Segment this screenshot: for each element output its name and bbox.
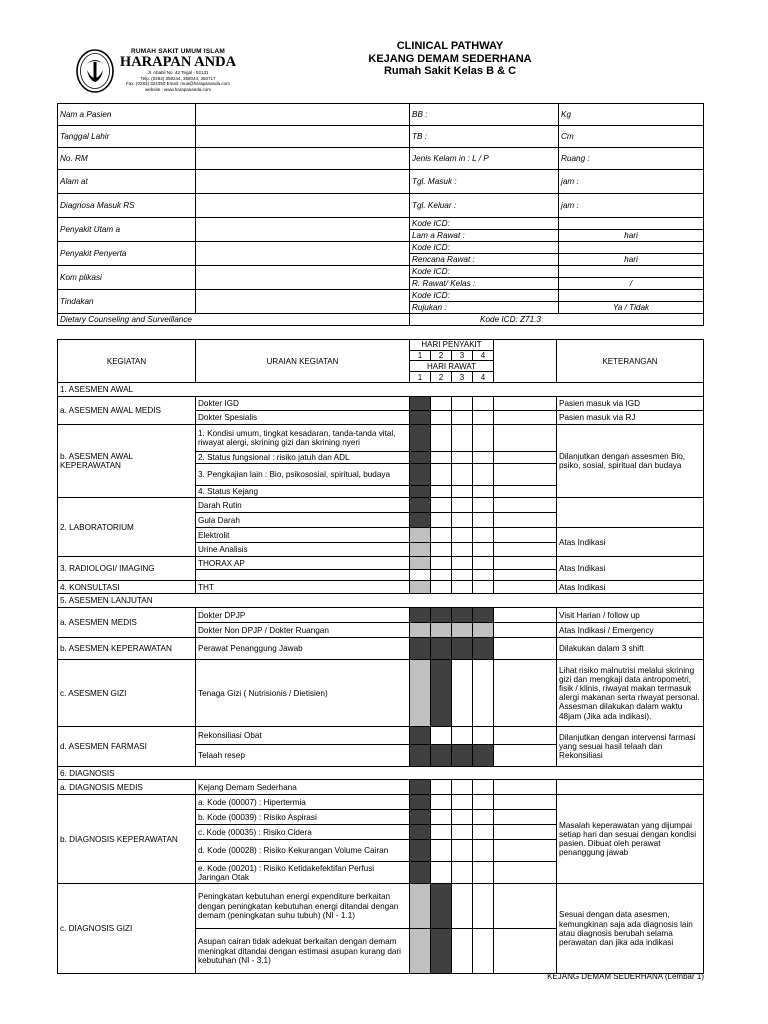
schedule-cell-empty[interactable] bbox=[473, 425, 494, 452]
document-title bbox=[300, 40, 600, 78]
clinical-pathway-table bbox=[57, 339, 704, 974]
kep-item: 3. Pengkajian lain : Bio, psikososial, spiritual, budaya bbox=[196, 464, 410, 486]
hari-unit: hari bbox=[559, 254, 704, 266]
tht: THT bbox=[196, 581, 410, 594]
schedule-cell-light bbox=[410, 929, 431, 974]
schedule-cell-dark bbox=[410, 825, 431, 840]
schedule-cell-empty[interactable] bbox=[452, 581, 473, 594]
komplikasi-label: Kom plikasi bbox=[58, 266, 196, 290]
schedule-cell-empty[interactable] bbox=[473, 464, 494, 486]
schedule-cell-empty[interactable] bbox=[452, 862, 473, 884]
title-line1: CLINICAL PATHWAY bbox=[396, 40, 504, 52]
schedule-cell-empty[interactable] bbox=[452, 660, 473, 727]
diagnosa-label: Diagnosa Masuk RS bbox=[58, 194, 196, 218]
schedule-cell-empty[interactable] bbox=[431, 727, 452, 745]
schedule-cell-dark bbox=[473, 608, 494, 623]
empty-cell[interactable] bbox=[494, 810, 557, 825]
schedule-cell-empty[interactable] bbox=[431, 486, 452, 498]
konsultasi-label: 4. KONSULTASI bbox=[58, 581, 196, 594]
ket-igd: Pasien masuk via IGD bbox=[557, 397, 704, 411]
lab-item: Darah Rutin bbox=[196, 498, 410, 513]
penyakit-penyerta-label: Penyakit Penyerta bbox=[58, 242, 196, 266]
jenis-kelamin-label: Jenis Kelam in : L / P bbox=[410, 148, 559, 170]
hari-penyakit-header: HARI PENYAKIT bbox=[410, 340, 494, 351]
hospital-info bbox=[118, 48, 238, 92]
ket-dpjp: Visit Harian / follow up bbox=[557, 608, 704, 623]
ket-diagnosis-keperawatan: Masalah keperawatan yang dijumpai setiap hari dan sesuai dengan kondisi pasien. Dibuat oleh perawat penanggung jawab bbox=[557, 795, 704, 884]
day-number: 4 bbox=[473, 372, 494, 383]
radiologi-label: 3. RADIOLOGI/ IMAGING bbox=[58, 557, 196, 581]
schedule-cell-empty[interactable] bbox=[431, 840, 452, 862]
empty-cell[interactable] bbox=[494, 498, 557, 513]
kep-item: 4. Status Kejang bbox=[196, 486, 410, 498]
dg-item: Peningkatan kebutuhan energi expenditure berkaitan dengan peningkatan kebutuhan energi ditandai dengan demam (peningkatan suhu tubuh) (NI - 1.1) bbox=[196, 884, 410, 929]
schedule-cell-dark bbox=[410, 513, 431, 528]
icd-field[interactable] bbox=[559, 290, 704, 302]
schedule-cell-dark bbox=[410, 795, 431, 810]
jam-masuk-label: jam : bbox=[559, 170, 704, 194]
ket-lab: Atas Indikasi bbox=[557, 528, 704, 557]
schedule-cell-empty[interactable] bbox=[452, 528, 473, 543]
dokter-igd: Dokter IGD bbox=[196, 397, 410, 411]
schedule-cell-empty[interactable] bbox=[431, 810, 452, 825]
dk-item: d. Kode (00028) : Risiko Kekurangan Volume Cairan bbox=[196, 840, 410, 862]
schedule-cell-empty[interactable] bbox=[473, 513, 494, 528]
asesmen-awal-keperawatan-label: b. ASESMEN AWAL KEPERAWATAN bbox=[58, 425, 196, 498]
empty-cell[interactable] bbox=[557, 780, 704, 795]
diagnosa-field[interactable] bbox=[196, 194, 410, 218]
schedule-cell-dark bbox=[410, 780, 431, 795]
empty-cell[interactable] bbox=[494, 929, 557, 974]
tgl-masuk-label: Tgl. Masuk : bbox=[410, 170, 559, 194]
icd-label: Kode ICD: bbox=[410, 266, 559, 278]
ket-rj: Pasien masuk via RJ bbox=[557, 411, 704, 425]
day-number: 1 bbox=[410, 351, 431, 361]
schedule-cell-dark bbox=[473, 638, 494, 660]
kep-item: 2. Status fungsional : risiko jatuh dan ADL bbox=[196, 452, 410, 464]
ket-radiologi: Atas Indikasi bbox=[557, 557, 704, 581]
ket-perawat: Dilakukan dalam 3 shift bbox=[557, 638, 704, 660]
schedule-cell-light bbox=[410, 528, 431, 543]
komplikasi-field[interactable] bbox=[196, 266, 410, 290]
ket-konsultasi: Atas Indikasi bbox=[557, 581, 704, 594]
nama-label: Nam a Pasien bbox=[58, 104, 196, 126]
dk-item: b. Kode (00039) : Risiko Aspirasi bbox=[196, 810, 410, 825]
icd-field[interactable] bbox=[559, 266, 704, 278]
bb-label: BB : bbox=[410, 104, 559, 126]
schedule-cell-empty[interactable] bbox=[494, 340, 557, 383]
schedule-cell-dark bbox=[410, 411, 431, 425]
empty-cell[interactable] bbox=[494, 543, 557, 557]
ket-diagnosis-gizi: Sesuai dengan data asesmen, kemungkinan saja ada diagnosis lain atau diagnosis berubah selama perawatan dan jika ada indikasi bbox=[557, 884, 704, 974]
cm-unit: Cm bbox=[559, 126, 704, 148]
schedule-cell-empty[interactable] bbox=[452, 825, 473, 840]
asesmen-keperawatan-label: b. ASESMEN KEPERAWATAN bbox=[58, 638, 196, 660]
schedule-cell-empty[interactable] bbox=[452, 464, 473, 486]
ket-farmasi: Dilanjutkan dengan intervensi farmasi yang sesuai hasil telaah dan Rekonsiliasi bbox=[557, 727, 704, 767]
schedule-cell-empty[interactable] bbox=[431, 795, 452, 810]
empty-cell[interactable] bbox=[494, 745, 557, 767]
hospital-line1: RUMAH SAKIT UMUM ISLAM bbox=[131, 48, 225, 55]
schedule-cell-dark bbox=[410, 608, 431, 623]
ya-tidak: Ya / Tidak bbox=[559, 302, 704, 314]
empty-cell[interactable] bbox=[494, 608, 557, 623]
empty-cell[interactable] bbox=[494, 638, 557, 660]
asesmen-medis-label: a. ASESMEN MEDIS bbox=[58, 608, 196, 638]
asesmen-farmasi-label: d. ASESMEN FARMASI bbox=[58, 727, 196, 767]
empty-cell[interactable] bbox=[494, 862, 557, 884]
empty-cell[interactable] bbox=[494, 623, 557, 638]
asesmen-gizi-label: c. ASESMEN GIZI bbox=[58, 660, 196, 727]
schedule-cell-empty[interactable] bbox=[473, 840, 494, 862]
empty-cell[interactable] bbox=[494, 513, 557, 528]
schedule-cell-empty[interactable] bbox=[452, 498, 473, 513]
schedule-cell-dark bbox=[410, 727, 431, 745]
icd-label: Kode ICD: bbox=[410, 242, 559, 254]
schedule-cell-dark bbox=[431, 929, 452, 974]
schedule-cell-light bbox=[473, 623, 494, 638]
dk-item: e. Kode (00201) : Risiko Ketidakefektifan Perfusi Jaringan Otak bbox=[196, 862, 410, 884]
kejang-demam: Kejang Demam Sederhana bbox=[196, 780, 410, 795]
empty-cell[interactable] bbox=[494, 780, 557, 795]
icd-label: Kode ICD: bbox=[410, 290, 559, 302]
schedule-cell-empty[interactable] bbox=[473, 397, 494, 411]
address-line: website : www.harapananda.com bbox=[144, 86, 212, 92]
empty-cell[interactable] bbox=[494, 557, 557, 570]
empty-cell[interactable] bbox=[494, 840, 557, 862]
schedule-cell-empty[interactable] bbox=[473, 810, 494, 825]
schedule-cell-empty[interactable] bbox=[473, 581, 494, 594]
nama-field[interactable] bbox=[196, 104, 410, 126]
rekonsiliasi-obat: Rekonsiliasi Obat bbox=[196, 727, 410, 745]
schedule-cell-empty[interactable] bbox=[473, 862, 494, 884]
schedule-cell-empty[interactable] bbox=[431, 425, 452, 452]
document-header bbox=[0, 0, 768, 100]
schedule-cell-empty[interactable] bbox=[431, 557, 452, 570]
schedule-cell-dark bbox=[410, 397, 431, 411]
address-line: Jl. Ababil No. 42 Tegal - 52131 bbox=[147, 70, 209, 75]
schedule-cell-empty[interactable] bbox=[473, 486, 494, 498]
tgl-lahir-field[interactable] bbox=[196, 126, 410, 148]
schedule-cell-dark bbox=[473, 745, 494, 767]
schedule-cell-dark bbox=[452, 745, 473, 767]
schedule-cell-empty[interactable] bbox=[431, 397, 452, 411]
rm-field[interactable] bbox=[196, 148, 410, 170]
schedule-cell-empty[interactable] bbox=[473, 884, 494, 929]
tindakan-label: Tindakan bbox=[58, 290, 196, 314]
laboratorium-label: 2. LABORATORIUM bbox=[58, 498, 196, 557]
empty-cell[interactable] bbox=[494, 570, 557, 581]
schedule-cell-dark bbox=[410, 840, 431, 862]
schedule-cell-empty[interactable] bbox=[473, 825, 494, 840]
empty-cell[interactable] bbox=[494, 397, 557, 411]
ket-gizi: Lihat risiko malnutrisi melalui skrining gizi dan mengkaji data antropometri, fisik / klinis, riwayat makan termasuk alergi makanan serta riwayat personal. Assesman dilakukan dalam waktu 48jam (Jika ada indikasi). bbox=[557, 660, 704, 727]
schedule-cell-dark bbox=[410, 810, 431, 825]
day-number: 2 bbox=[431, 351, 452, 361]
schedule-cell-empty[interactable] bbox=[473, 557, 494, 570]
schedule-cell-empty[interactable] bbox=[452, 513, 473, 528]
hospital-name: HARAPAN ANDA bbox=[119, 54, 237, 70]
section-asesmen-lanjutan: 5. ASESMEN LANJUTAN bbox=[58, 594, 704, 608]
schedule-cell-empty[interactable] bbox=[473, 543, 494, 557]
dokter-non-dpjp: Dokter Non DPJP / Dokter Ruangan bbox=[196, 623, 410, 638]
jam-keluar-label: jam : bbox=[559, 194, 704, 218]
empty-cell[interactable] bbox=[494, 660, 557, 727]
empty-cell[interactable] bbox=[494, 452, 557, 464]
schedule-cell-empty[interactable] bbox=[473, 498, 494, 513]
day-number: 3 bbox=[452, 372, 473, 383]
alamat-field[interactable] bbox=[196, 170, 410, 194]
schedule-cell-empty[interactable] bbox=[473, 660, 494, 727]
schedule-cell-dark bbox=[410, 425, 431, 452]
schedule-cell-empty[interactable] bbox=[431, 825, 452, 840]
icd-field[interactable] bbox=[559, 242, 704, 254]
kg-unit: Kg bbox=[559, 104, 704, 126]
schedule-cell-empty[interactable] bbox=[452, 884, 473, 929]
schedule-cell-dark bbox=[452, 638, 473, 660]
diagnosis-keperawatan-label: b. DIAGNOSIS KEPERAWATAN bbox=[58, 795, 196, 884]
schedule-cell-empty[interactable] bbox=[473, 929, 494, 974]
empty-cell[interactable] bbox=[494, 727, 557, 745]
day-number: 3 bbox=[452, 351, 473, 361]
schedule-cell-empty[interactable] bbox=[431, 581, 452, 594]
schedule-cell-empty[interactable] bbox=[431, 862, 452, 884]
lab-item: Urine Analisis bbox=[196, 543, 410, 557]
schedule-cell-dark bbox=[431, 660, 452, 727]
schedule-cell-empty[interactable] bbox=[452, 795, 473, 810]
empty-cell[interactable] bbox=[494, 581, 557, 594]
schedule-cell-dark bbox=[431, 608, 452, 623]
lab-item: Gula Darah bbox=[196, 513, 410, 528]
schedule-cell-light bbox=[452, 623, 473, 638]
schedule-cell-empty[interactable] bbox=[452, 727, 473, 745]
empty-cell[interactable] bbox=[494, 795, 557, 810]
schedule-cell-dark bbox=[431, 745, 452, 767]
schedule-cell-empty[interactable] bbox=[410, 570, 431, 581]
ruang-kelas-label: R. Rawat/ Kelas : bbox=[410, 278, 559, 290]
schedule-cell-empty[interactable] bbox=[473, 795, 494, 810]
schedule-cell-empty[interactable] bbox=[452, 411, 473, 425]
schedule-cell-light bbox=[410, 884, 431, 929]
empty-cell[interactable] bbox=[557, 498, 704, 528]
schedule-cell-dark bbox=[410, 498, 431, 513]
schedule-cell-empty[interactable] bbox=[431, 452, 452, 464]
schedule-cell-dark bbox=[431, 638, 452, 660]
schedule-cell-empty[interactable] bbox=[431, 464, 452, 486]
schedule-cell-empty[interactable] bbox=[431, 543, 452, 557]
penyakit-penyerta-field[interactable] bbox=[196, 242, 410, 266]
telaah-resep: Telaah resep bbox=[196, 745, 410, 767]
schedule-cell-empty[interactable] bbox=[473, 780, 494, 795]
dietary-label: Dietary Counseling and Surveillance bbox=[58, 314, 410, 326]
empty-cell[interactable] bbox=[494, 464, 557, 486]
icd-z713: Kode ICD: Z71.3 bbox=[410, 314, 704, 326]
schedule-cell-empty[interactable] bbox=[473, 727, 494, 745]
schedule-cell-empty[interactable] bbox=[452, 486, 473, 498]
schedule-cell-empty[interactable] bbox=[452, 929, 473, 974]
tgl-lahir-label: Tanggal Lahir bbox=[58, 126, 196, 148]
rm-label: No. RM bbox=[58, 148, 196, 170]
empty-cell[interactable] bbox=[494, 425, 557, 452]
schedule-cell-empty[interactable] bbox=[452, 557, 473, 570]
dk-item: c. Kode (00035) : Risiko Cidera bbox=[196, 825, 410, 840]
schedule-cell-dark bbox=[431, 884, 452, 929]
empty-cell[interactable] bbox=[494, 411, 557, 425]
icd-field[interactable] bbox=[559, 218, 704, 230]
schedule-cell-empty[interactable] bbox=[431, 498, 452, 513]
schedule-cell-empty[interactable] bbox=[431, 570, 452, 581]
kegiatan-header: KEGIATAN bbox=[58, 340, 196, 383]
schedule-cell-dark bbox=[410, 486, 431, 498]
penyakit-utama-field[interactable] bbox=[196, 218, 410, 242]
schedule-cell-empty[interactable] bbox=[473, 570, 494, 581]
schedule-cell-empty[interactable] bbox=[431, 513, 452, 528]
tgl-keluar-label: Tgl. Keluar : bbox=[410, 194, 559, 218]
thorax-ap: THORAX AP bbox=[196, 557, 410, 570]
kelas-slash: / bbox=[559, 278, 704, 290]
schedule-cell-light bbox=[410, 557, 431, 570]
icd-label: Kode ICD: bbox=[410, 218, 559, 230]
empty-cell[interactable] bbox=[494, 884, 557, 929]
diagnosis-gizi-label: c. DIAGNOSIS GIZI bbox=[58, 884, 196, 974]
hari-rawat-header: HARI RAWAT bbox=[410, 361, 494, 372]
schedule-cell-empty[interactable] bbox=[431, 411, 452, 425]
title-line2: KEJANG DEMAM SEDERHANA bbox=[368, 52, 532, 65]
schedule-cell-dark bbox=[410, 638, 431, 660]
empty-cell[interactable] bbox=[196, 570, 410, 581]
asesmen-awal-medis-label: a. ASESMEN AWAL MEDIS bbox=[58, 397, 196, 425]
schedule-cell-empty[interactable] bbox=[431, 780, 452, 795]
title-line3: Rumah Sakit Kelas B & C bbox=[383, 65, 517, 77]
schedule-cell-light bbox=[410, 660, 431, 727]
schedule-cell-dark bbox=[410, 745, 431, 767]
schedule-cell-empty[interactable] bbox=[452, 543, 473, 557]
schedule-cell-light bbox=[410, 623, 431, 638]
schedule-cell-light bbox=[431, 623, 452, 638]
ket-keperawatan: Dilanjutkan dengan assesmen Bio, psiko, sosial, spiritual dan budaya bbox=[557, 425, 704, 498]
empty-cell[interactable] bbox=[494, 528, 557, 543]
day-number: 1 bbox=[410, 372, 431, 383]
schedule-cell-empty[interactable] bbox=[452, 780, 473, 795]
address-line: Fax. (0283) 324350 Email: rsua@harapananda.com bbox=[126, 81, 230, 87]
schedule-cell-empty[interactable] bbox=[473, 411, 494, 425]
schedule-cell-empty[interactable] bbox=[431, 528, 452, 543]
diagnosis-medis-label: a. DIAGNOSIS MEDIS bbox=[58, 780, 196, 795]
patient-info-table bbox=[57, 103, 704, 326]
hari-unit: hari bbox=[559, 230, 704, 242]
schedule-cell-empty[interactable] bbox=[452, 397, 473, 411]
page-footer: KEJANG DEMAM SEDERHANA (Lembar 1) bbox=[547, 972, 704, 981]
schedule-cell-light bbox=[410, 543, 431, 557]
rencana-rawat-label: Rencana Rawat : bbox=[410, 254, 559, 266]
schedule-cell-light bbox=[410, 581, 431, 594]
schedule-cell-empty[interactable] bbox=[452, 425, 473, 452]
ket-non-dpjp: Atas Indikasi / Emergency bbox=[557, 623, 704, 638]
address-line: Telp. (0283) 358244, 358044, 350717 bbox=[140, 75, 216, 81]
section-diagnosis: 6. DIAGNOSIS bbox=[58, 767, 704, 780]
schedule-cell-empty[interactable] bbox=[452, 810, 473, 825]
day-number: 2 bbox=[431, 372, 452, 383]
alamat-label: Alam at bbox=[58, 170, 196, 194]
schedule-cell-empty[interactable] bbox=[473, 528, 494, 543]
hospital-logo bbox=[75, 48, 115, 94]
schedule-cell-empty[interactable] bbox=[452, 570, 473, 581]
tb-label: TB : bbox=[410, 126, 559, 148]
rujukan-label: Rujukan : bbox=[410, 302, 559, 314]
schedule-cell-dark bbox=[410, 464, 431, 486]
keterangan-header: KETERANGAN bbox=[557, 340, 704, 383]
empty-cell[interactable] bbox=[494, 486, 557, 498]
penyakit-utama-label: Penyakit Utam a bbox=[58, 218, 196, 242]
empty-cell[interactable] bbox=[494, 825, 557, 840]
lab-item: Elektrolit bbox=[196, 528, 410, 543]
perawat-pj: Perawat Penanggung Jawab bbox=[196, 638, 410, 660]
schedule-cell-dark bbox=[452, 608, 473, 623]
schedule-cell-empty[interactable] bbox=[473, 452, 494, 464]
uraian-header: URAIAN KEGIATAN bbox=[196, 340, 410, 383]
dokter-dpjp: Dokter DPJP bbox=[196, 608, 410, 623]
tindakan-field[interactable] bbox=[196, 290, 410, 314]
schedule-cell-empty[interactable] bbox=[452, 452, 473, 464]
schedule-cell-dark bbox=[410, 452, 431, 464]
dokter-spesialis: Dokter Spesialis bbox=[196, 411, 410, 425]
dg-item: Asupan cairan tidak adekuat berkaitan dengan demam meningkat ditandai dengan estimasi asupan kurang dari kebutuhan (NI - 3.1) bbox=[196, 929, 410, 974]
section-asesmen-awal: 1. ASESMEN AWAL bbox=[58, 383, 704, 397]
lama-rawat-label: Lam a Rawat : bbox=[410, 230, 559, 242]
tenaga-gizi: Tenaga Gizi ( Nutrisionis / Dietisien) bbox=[196, 660, 410, 727]
day-number: 4 bbox=[473, 351, 494, 361]
kep-item: 1. Kondisi umum, tingkat kesadaran, tanda-tanda vital, riwayat alergi, skrining gizi dan skrining nyeri bbox=[196, 425, 410, 452]
dk-item: a. Kode (00007) : Hipertermia bbox=[196, 795, 410, 810]
schedule-cell-empty[interactable] bbox=[452, 840, 473, 862]
ruang-label: Ruang : bbox=[559, 148, 704, 170]
schedule-cell-dark bbox=[410, 862, 431, 884]
